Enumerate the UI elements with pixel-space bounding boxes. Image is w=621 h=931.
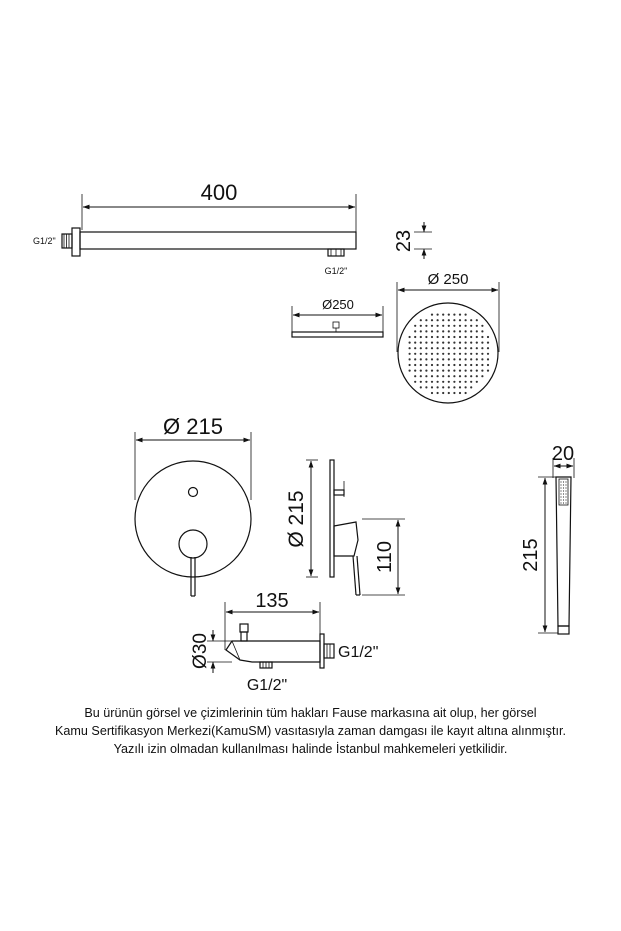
nozzle-dot xyxy=(442,353,444,355)
nozzle-dot xyxy=(470,370,472,372)
nozzle-dot xyxy=(476,353,478,355)
nozzle-dot xyxy=(453,364,455,366)
nozzle-dot xyxy=(465,342,467,344)
nozzle-dot xyxy=(476,375,478,377)
nozzle-dot xyxy=(437,325,439,327)
nozzle-dot xyxy=(476,370,478,372)
mixer-side-plate xyxy=(330,460,334,577)
spout-length-label: 135 xyxy=(255,590,289,612)
nozzle-dot xyxy=(448,319,450,321)
nozzle-dot xyxy=(431,325,433,327)
nozzle-dot xyxy=(431,342,433,344)
hand-nozzle-dot xyxy=(560,496,561,497)
nozzle-dot xyxy=(409,342,411,344)
nozzle-dot xyxy=(476,342,478,344)
nozzle-dot xyxy=(425,386,427,388)
nozzle-dot xyxy=(453,342,455,344)
nozzle-dot xyxy=(431,347,433,349)
nozzle-dot xyxy=(425,375,427,377)
mixer-depth-label: 110 xyxy=(374,541,396,573)
nozzle-dot xyxy=(437,314,439,316)
hand-nozzle-dot xyxy=(563,502,564,503)
nozzle-dot xyxy=(465,375,467,377)
hand-nozzle-dot xyxy=(565,493,566,494)
hand-nozzle-dot xyxy=(565,496,566,497)
nozzle-dot xyxy=(465,347,467,349)
nozzle-dot xyxy=(448,375,450,377)
nozzle-dot xyxy=(459,375,461,377)
nozzle-dot xyxy=(487,358,489,360)
hand-nozzle-dot xyxy=(563,487,564,488)
nozzle-dot xyxy=(431,370,433,372)
nozzle-dot xyxy=(487,353,489,355)
nozzle-dot xyxy=(453,370,455,372)
diverter-knob xyxy=(189,488,198,497)
nozzle-dot xyxy=(442,336,444,338)
nozzle-dot xyxy=(420,330,422,332)
nozzle-dot xyxy=(442,386,444,388)
hand-shower-body xyxy=(556,477,571,626)
nozzle-dot xyxy=(448,364,450,366)
nozzle-dot xyxy=(453,330,455,332)
hand-nozzle-dot xyxy=(560,487,561,488)
nozzle-dot xyxy=(481,336,483,338)
nozzle-dot xyxy=(459,314,461,316)
nozzle-dot xyxy=(470,347,472,349)
hand-nozzle-dot xyxy=(560,493,561,494)
head-nozzle-grid xyxy=(409,314,490,395)
head-top-diameter-label: Ø 250 xyxy=(427,271,469,288)
hand-nozzle-dot xyxy=(563,496,564,497)
nozzle-dot xyxy=(481,375,483,377)
hand-nozzle-dot xyxy=(560,499,561,500)
nozzle-dot xyxy=(465,364,467,366)
nozzle-dot xyxy=(465,319,467,321)
nozzle-dot xyxy=(476,325,478,327)
nozzle-dot xyxy=(476,381,478,383)
nozzle-dot xyxy=(487,342,489,344)
nozzle-dot xyxy=(420,325,422,327)
nozzle-dot xyxy=(476,347,478,349)
nozzle-dot xyxy=(420,370,422,372)
hand-nozzle-dot xyxy=(563,490,564,491)
nozzle-dot xyxy=(459,358,461,360)
hand-nozzle-dot xyxy=(565,481,566,482)
nozzle-dot xyxy=(442,381,444,383)
nozzle-dot xyxy=(453,319,455,321)
nozzle-dot xyxy=(487,364,489,366)
nozzle-dot xyxy=(431,364,433,366)
nozzle-dot xyxy=(459,342,461,344)
nozzle-dot xyxy=(481,364,483,366)
nozzle-dot xyxy=(420,319,422,321)
nozzle-dot xyxy=(409,358,411,360)
nozzle-dot xyxy=(442,370,444,372)
nozzle-dot xyxy=(459,353,461,355)
nozzle-dot xyxy=(448,336,450,338)
nozzle-dot xyxy=(470,364,472,366)
nozzle-dot xyxy=(453,347,455,349)
mixer-side-view-drawing xyxy=(285,460,405,595)
nozzle-dot xyxy=(409,347,411,349)
nozzle-dot xyxy=(470,336,472,338)
nozzle-dot xyxy=(476,364,478,366)
arm-length-label: 400 xyxy=(200,180,238,205)
nozzle-dot xyxy=(465,392,467,394)
nozzle-dot xyxy=(470,375,472,377)
nozzle-dot xyxy=(481,347,483,349)
nozzle-dot xyxy=(453,353,455,355)
nozzle-dot xyxy=(481,330,483,332)
shower-arm-drawing xyxy=(33,180,432,276)
nozzle-dot xyxy=(442,342,444,344)
nozzle-dot xyxy=(437,336,439,338)
arm-outlet-thread-label: G1/2" xyxy=(324,266,348,276)
nozzle-dot xyxy=(487,370,489,372)
nozzle-dot xyxy=(481,370,483,372)
mixer-side-diameter-label: Ø 215 xyxy=(285,490,308,548)
nozzle-dot xyxy=(409,370,411,372)
nozzle-dot xyxy=(414,370,416,372)
nozzle-dot xyxy=(448,358,450,360)
hand-nozzle-dot xyxy=(565,490,566,491)
nozzle-dot xyxy=(425,381,427,383)
nozzle-dot xyxy=(420,375,422,377)
hand-nozzle-dot xyxy=(565,502,566,503)
nozzle-dot xyxy=(465,314,467,316)
hand-shower-length-label: 215 xyxy=(520,538,542,572)
nozzle-dot xyxy=(470,330,472,332)
nozzle-dot xyxy=(453,381,455,383)
nozzle-dot xyxy=(442,364,444,366)
nozzle-dot xyxy=(459,392,461,394)
nozzle-dot xyxy=(465,330,467,332)
mixer-front-diameter-label: Ø 215 xyxy=(163,414,223,439)
mixer-handle-base xyxy=(179,530,207,558)
nozzle-dot xyxy=(414,336,416,338)
nozzle-dot xyxy=(476,358,478,360)
nozzle-dot xyxy=(414,330,416,332)
nozzle-dot xyxy=(465,325,467,327)
nozzle-dot xyxy=(420,386,422,388)
nozzle-dot xyxy=(414,347,416,349)
nozzle-dot xyxy=(481,358,483,360)
nozzle-dot xyxy=(465,386,467,388)
nozzle-dot xyxy=(448,353,450,355)
nozzle-dot xyxy=(437,358,439,360)
head-side-plate xyxy=(292,332,383,337)
nozzle-dot xyxy=(437,347,439,349)
arm-inlet-thread-label: G1/2" xyxy=(33,236,56,246)
mixer-front-view-drawing xyxy=(135,414,251,596)
head-side-view-drawing xyxy=(292,297,383,337)
spout-diameter-label: Ø30 xyxy=(190,633,211,669)
nozzle-dot xyxy=(425,370,427,372)
nozzle-dot xyxy=(437,353,439,355)
nozzle-dot xyxy=(459,319,461,321)
nozzle-dot xyxy=(437,342,439,344)
nozzle-dot xyxy=(448,347,450,349)
nozzle-dot xyxy=(431,386,433,388)
nozzle-dot xyxy=(420,347,422,349)
nozzle-dot xyxy=(420,381,422,383)
nozzle-dot xyxy=(425,342,427,344)
hand-nozzle-dot xyxy=(563,493,564,494)
hand-shower-width-label: 20 xyxy=(551,443,575,465)
nozzle-dot xyxy=(414,342,416,344)
nozzle-dot xyxy=(431,336,433,338)
hand-nozzle-dot xyxy=(565,487,566,488)
nozzle-dot xyxy=(448,325,450,327)
nozzle-dot xyxy=(425,353,427,355)
spout-drawing xyxy=(190,590,378,694)
nozzle-dot xyxy=(470,342,472,344)
nozzle-dot xyxy=(442,319,444,321)
nozzle-dot xyxy=(414,325,416,327)
hand-shower-connector xyxy=(558,626,569,634)
nozzle-dot xyxy=(414,375,416,377)
nozzle-dot xyxy=(476,319,478,321)
spout-body xyxy=(226,641,320,662)
nozzle-dot xyxy=(448,314,450,316)
nozzle-dot xyxy=(414,364,416,366)
nozzle-dot xyxy=(448,342,450,344)
mixer-cover-plate xyxy=(135,461,251,577)
hand-nozzle-dot xyxy=(560,490,561,491)
nozzle-dot xyxy=(437,330,439,332)
nozzle-dot xyxy=(425,336,427,338)
nozzle-dot xyxy=(453,325,455,327)
nozzle-dot xyxy=(431,319,433,321)
nozzle-dot xyxy=(442,375,444,377)
nozzle-dot xyxy=(459,325,461,327)
nozzle-dot xyxy=(459,336,461,338)
nozzle-dot xyxy=(437,370,439,372)
nozzle-dot xyxy=(409,336,411,338)
nozzle-dot xyxy=(442,392,444,394)
nozzle-dot xyxy=(487,347,489,349)
nozzle-dot xyxy=(459,364,461,366)
nozzle-dot xyxy=(437,319,439,321)
nozzle-dot xyxy=(470,381,472,383)
nozzle-dot xyxy=(476,336,478,338)
notice-line-3: Yazılı izin olmadan kullanılması halinde İstanbul mahkemeleri yetkilidir. xyxy=(113,742,508,756)
arm-height-label: 23 xyxy=(393,229,415,253)
hand-nozzle-dot xyxy=(560,481,561,482)
nozzle-dot xyxy=(431,392,433,394)
nozzle-dot xyxy=(425,364,427,366)
nozzle-dot xyxy=(459,370,461,372)
nozzle-dot xyxy=(420,336,422,338)
nozzle-dot xyxy=(465,353,467,355)
nozzle-dot xyxy=(442,314,444,316)
nozzle-dot xyxy=(425,325,427,327)
arm-tube xyxy=(80,232,356,249)
nozzle-dot xyxy=(431,330,433,332)
nozzle-dot xyxy=(448,386,450,388)
nozzle-dot xyxy=(409,353,411,355)
nozzle-dot xyxy=(431,381,433,383)
nozzle-dot xyxy=(470,386,472,388)
nozzle-dot xyxy=(465,370,467,372)
nozzle-dot xyxy=(437,386,439,388)
arm-wall-flange xyxy=(72,228,80,256)
notice-line-1: Bu ürünün görsel ve çizimlerinin tüm hakları Fause markasına ait olup, her görsel xyxy=(84,706,537,720)
nozzle-dot xyxy=(448,370,450,372)
nozzle-dot xyxy=(459,386,461,388)
nozzle-dot xyxy=(481,325,483,327)
nozzle-dot xyxy=(448,330,450,332)
nozzle-dot xyxy=(442,347,444,349)
spout-wall-thread-label: G1/2" xyxy=(338,644,379,661)
nozzle-dot xyxy=(431,358,433,360)
notice-line-2: Kamu Sertifikasyon Merkezi(KamuSM) vasıtasıyla zaman damgası ile kayıt altına alınmıştır. xyxy=(55,724,566,738)
nozzle-dot xyxy=(437,381,439,383)
nozzle-dot xyxy=(414,358,416,360)
nozzle-dot xyxy=(465,336,467,338)
head-top-view-drawing xyxy=(397,271,499,403)
nozzle-dot xyxy=(470,325,472,327)
hand-shower-spray-face xyxy=(559,479,568,505)
nozzle-dot xyxy=(453,358,455,360)
nozzle-dot xyxy=(481,353,483,355)
nozzle-dot xyxy=(442,325,444,327)
nozzle-dot xyxy=(425,330,427,332)
nozzle-dot xyxy=(465,381,467,383)
nozzle-dot xyxy=(476,330,478,332)
nozzle-dot xyxy=(459,330,461,332)
copyright-notice xyxy=(20,704,601,758)
mixer-side-handle xyxy=(334,522,358,556)
hand-nozzle-dot xyxy=(563,484,564,485)
arm-inlet-thread xyxy=(62,234,72,248)
nozzle-dot xyxy=(409,364,411,366)
nozzle-dot xyxy=(431,314,433,316)
nozzle-dot xyxy=(437,364,439,366)
head-side-diameter-label: Ø250 xyxy=(322,297,354,312)
hand-nozzle-dot xyxy=(565,484,566,485)
nozzle-dot xyxy=(425,358,427,360)
nozzle-dot xyxy=(414,381,416,383)
nozzle-dot xyxy=(448,392,450,394)
hand-nozzle-dot xyxy=(560,502,561,503)
nozzle-dot xyxy=(453,375,455,377)
nozzle-dot xyxy=(437,392,439,394)
hand-nozzle-dot xyxy=(563,499,564,500)
nozzle-dot xyxy=(420,364,422,366)
nozzle-dot xyxy=(442,330,444,332)
hand-nozzle-dot xyxy=(565,499,566,500)
nozzle-dot xyxy=(465,358,467,360)
nozzle-dot xyxy=(453,392,455,394)
nozzle-dot xyxy=(431,375,433,377)
nozzle-dot xyxy=(453,314,455,316)
nozzle-dot xyxy=(470,358,472,360)
hand-shower-nozzles xyxy=(560,481,566,503)
nozzle-dot xyxy=(459,347,461,349)
nozzle-dot xyxy=(459,381,461,383)
nozzle-dot xyxy=(420,342,422,344)
spout-bottom-thread-label: G1/2" xyxy=(246,677,288,694)
nozzle-dot xyxy=(431,353,433,355)
nozzle-dot xyxy=(425,319,427,321)
hand-nozzle-dot xyxy=(563,481,564,482)
hand-nozzle-dot xyxy=(560,484,561,485)
nozzle-dot xyxy=(420,353,422,355)
nozzle-dot xyxy=(425,347,427,349)
hand-shower-drawing xyxy=(520,443,574,634)
nozzle-dot xyxy=(420,358,422,360)
nozzle-dot xyxy=(442,358,444,360)
nozzle-dot xyxy=(487,336,489,338)
nozzle-dot xyxy=(448,381,450,383)
nozzle-dot xyxy=(453,386,455,388)
nozzle-dot xyxy=(470,319,472,321)
nozzle-dot xyxy=(414,353,416,355)
spout-wall-thread xyxy=(324,644,334,658)
nozzle-dot xyxy=(453,336,455,338)
nozzle-dot xyxy=(481,342,483,344)
nozzle-dot xyxy=(470,353,472,355)
nozzle-dot xyxy=(437,375,439,377)
